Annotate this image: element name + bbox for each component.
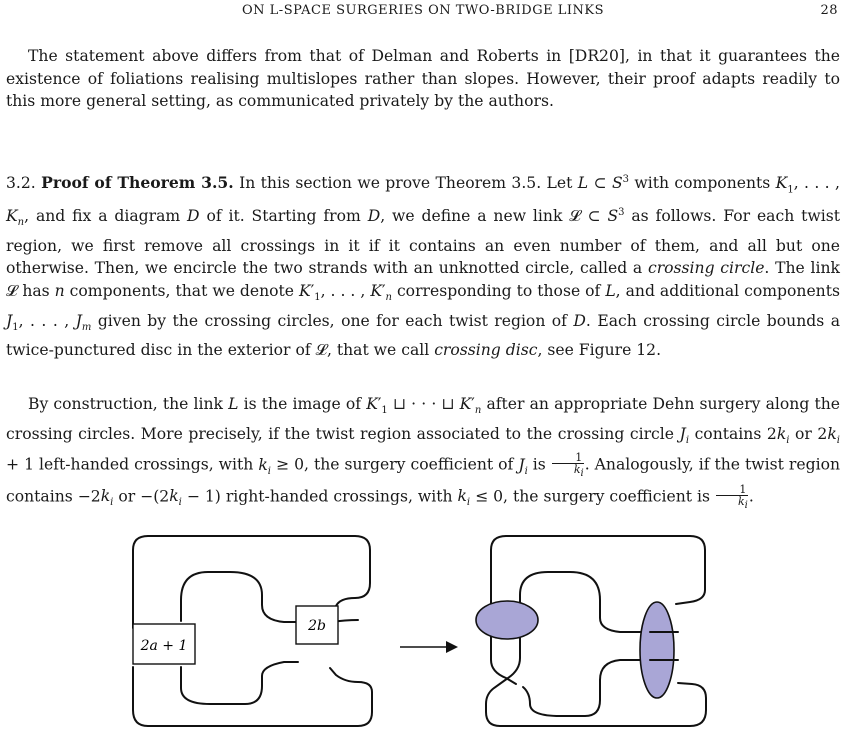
right-outer-strand [491,536,705,608]
right-twist-strand-3 [523,680,600,716]
paragraph-statement-remark: The statement above differs from that of Delman and Roberts in [DR20], in that it guarantees the existence of foliations realising multislopes rather than slopes. However, their proof adapts readily to this more general setting, as communicated privately by the authors. [6,47,840,111]
figure-crossing-circles [0,520,846,746]
left-middle-strand [181,662,298,704]
twist-box-right-label: 2b [308,618,326,634]
arrow-head [446,641,458,653]
twist-box-left-label: 2a + 1 [140,638,188,654]
page-number: 28 [820,3,838,18]
running-title: ON L-SPACE SURGERIES ON TWO-BRIDGE LINKS [242,3,604,18]
left-inner-loop [181,572,298,622]
crossing-disc-left [476,601,538,639]
term-crossing-disc: crossing disc [434,341,538,360]
term-crossing-circle: crossing circle [647,259,765,278]
arrow [400,641,458,653]
section-number: 3.2. [6,174,36,193]
right-twist-strand-1 [491,632,516,684]
section-title: Proof of Theorem 3.5. [41,173,234,193]
surgery-paragraph: By construction, the link L is the image of $K'_1$ ⊔ · · · ⊔ $K'_n$ after an appropriate Dehn surgery along the crossing circles. More precisely, if the twist region associated to the crossing circle $J_i$ contains $2k_i$ or $2k_i + 1$ left-handed crossings, with $k_i \ge 0$, the surgery coefficient of $J_i$ is $\frac{1}{k_i}$ . Analogously, if the twist region contains $-2k_i$ or $-(2k_i - 1)$ right-handed crossings, with $k_i \le 0$, the surgery coefficient is $\frac{1}{k_i}$ . [6,395,840,511]
crossing-disc-right [640,602,674,698]
right-inner-loop [520,572,650,632]
section-proof-paragraph: 3.2. Proof of Theorem 3.5. In this section we prove Theorem 3.5. Let L ⊂ $S^3$ with components $K_1$, . . . , $K_n$, and fix a diagram D of it. Starting from D, we define a new link 𝓛 ⊂ $S^3$ as follows. For each twist region, we first remove all crossings in it if it contains an even number of them, and all but one otherwise. Then, we encircle the two strands with an unknotted circle, called a crossing circle. The link 𝓛 has n components, that we denote $K'_1$, . . . , $K'_n$ corresponding to those of L, and additional components $J_1$, . . . , $J_m$ given by the crossing circles, one for each twist region of D. Each crossing circle bounds a twice-punctured disc in the exterior of 𝓛, that we call crossing disc, see Figure 12. [6,173,840,360]
fraction-one-over-ki: $\frac{1}{k_i}$ [716,484,748,511]
fraction-one-over-ki: $\frac{1}{k_i}$ [552,452,584,479]
left-bottom-strand [133,667,372,726]
